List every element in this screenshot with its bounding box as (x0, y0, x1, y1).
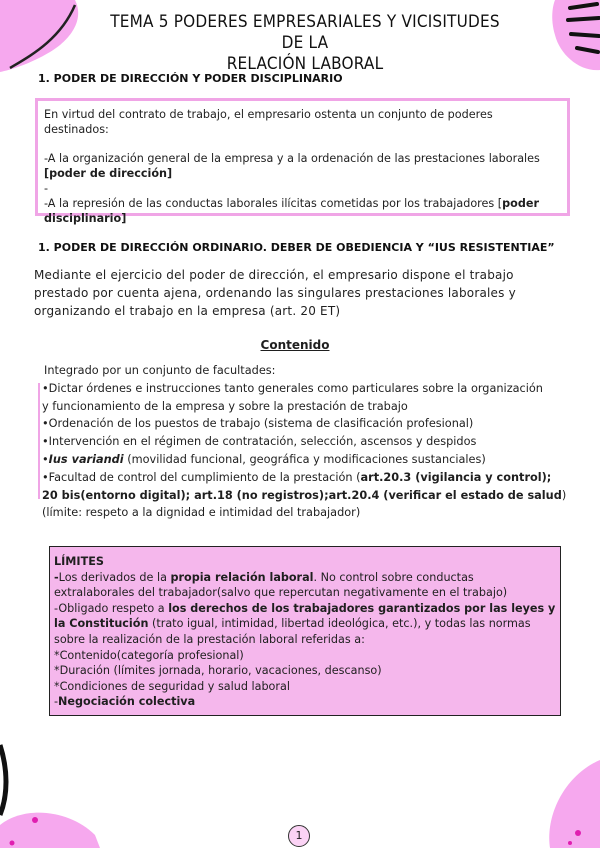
box-item-discipline-bold: poder disciplinario] (44, 197, 539, 225)
limits-heading (54, 554, 556, 570)
decorative-blob-bottom-right (520, 745, 600, 848)
contenido-heading: Contenido (260, 338, 330, 352)
ius-variandi-term: Ius variandi (48, 452, 124, 466)
list-item-cont: y funcionamiento de la empresa y sobre la prestación de trabajo (42, 399, 408, 413)
box-item-direction-text: -A la organización general de la empresa y a la ordenación de las prestaciones laborales (44, 152, 540, 165)
box-item-direction-bold: [poder de dirección] (44, 167, 173, 180)
limits-item-text: (trato igual, intimidad, libertad ideológica, etc.), y todas las normas sobre la realización de la prestación laboral referidas a: (54, 617, 531, 646)
box-item-discipline (44, 196, 561, 226)
decorative-blob-top-left (0, 0, 110, 80)
list-item: (límite: respeto a la dignidad e intimidad del trabajador) (42, 506, 361, 520)
intro-paragraph: Mediante el ejercicio del poder de dirección, el empresario dispone el trabajo prestado por cuenta ajena, ordenando las singulares prestaciones laborales y organizando el trabajo en la empresa (art. 20 ET) (34, 268, 516, 318)
list-item-cont (42, 487, 577, 505)
page-title (100, 12, 510, 75)
list-intro: Integrado por un conjunto de facultades: (44, 364, 276, 377)
limits-item-bold: Negociación colectiva (58, 695, 196, 709)
section-1-heading: 1. PODER DE DIRECCIÓN Y PODER DISCIPLINARIO (38, 72, 343, 85)
box-intro: En virtud del contrato de trabajo, el empresario ostenta un conjunto de poderes destinados: (44, 108, 493, 136)
limits-item: *Duración (límites jornada, horario, vacaciones, descanso) (54, 664, 382, 678)
decorative-blob-bottom-left (0, 725, 110, 848)
title-line-2: RELACIÓN LABORAL (226, 54, 384, 74)
page-number: 1 (288, 825, 310, 847)
limits-item: *Condiciones de seguridad y salud laboral (54, 679, 290, 693)
decorative-blob-top-right (535, 0, 600, 80)
list-side-bar (38, 383, 40, 499)
list-item-bold: art.20.3 (vigilancia y control); (360, 470, 552, 484)
limits-item: *Contenido(categoría profesional) (54, 648, 244, 662)
list-item-text: •Facultad de control del cumplimiento de la prestación ( (42, 470, 361, 484)
title-line-1: TEMA 5 PODERES EMPRESARIALES Y VICISITUDES DE LA (110, 12, 500, 53)
limits-item-text: -Obligado respeto a (54, 601, 169, 615)
limits-item-bold: los derechos de los trabajadores garantizados por las leyes y la Constitución (54, 601, 556, 631)
list-item: •Intervención en el régimen de contratación, selección, ascensos y despidos (42, 435, 477, 449)
list-item-text: ) (561, 488, 567, 502)
limits-item (54, 601, 556, 648)
list-item-text: (movilidad funcional, geográfica y modificaciones sustanciales) (123, 452, 486, 466)
limits-item-text: . No control sobre conductas extralaborales del trabajador(salvo que repercutan negativamente en el trabajo) (54, 570, 508, 600)
limits-box (49, 546, 561, 716)
dash: - (54, 695, 59, 709)
limits-item (54, 570, 556, 601)
bullet: • (42, 452, 49, 466)
limits-item-bold: propia relación laboral (170, 570, 314, 584)
box-dash: - (44, 182, 49, 195)
list-item: •Ordenación de los puestos de trabajo (sistema de clasificación profesional) (42, 417, 474, 431)
limits-heading-text: LÍMITES (54, 555, 104, 568)
list-item: •Dictar órdenes e instrucciones tanto generales como particulares sobre la organización (42, 381, 543, 395)
list-item (42, 469, 577, 487)
faculties-list (42, 362, 577, 522)
section-2-heading: 1. PODER DE DIRECCIÓN ORDINARIO. DEBER DE OBEDIENCIA Y “IUS RESISTENTIAE” (38, 241, 555, 254)
box-item-direction (44, 151, 561, 181)
limits-item-text: Los derivados de la (58, 570, 171, 584)
list-item (42, 451, 577, 469)
box-item-discipline-text: -A la represión de las conductas laborales ilícitas cometidas por los trabajadores [ (44, 197, 503, 210)
powers-box (35, 98, 570, 225)
dash: - (54, 570, 59, 584)
limits-item (54, 694, 556, 710)
list-item-bold: 20 bis(entorno digital); art.18 (no registros);art.20.4 (verificar el estado de salud (42, 488, 562, 502)
